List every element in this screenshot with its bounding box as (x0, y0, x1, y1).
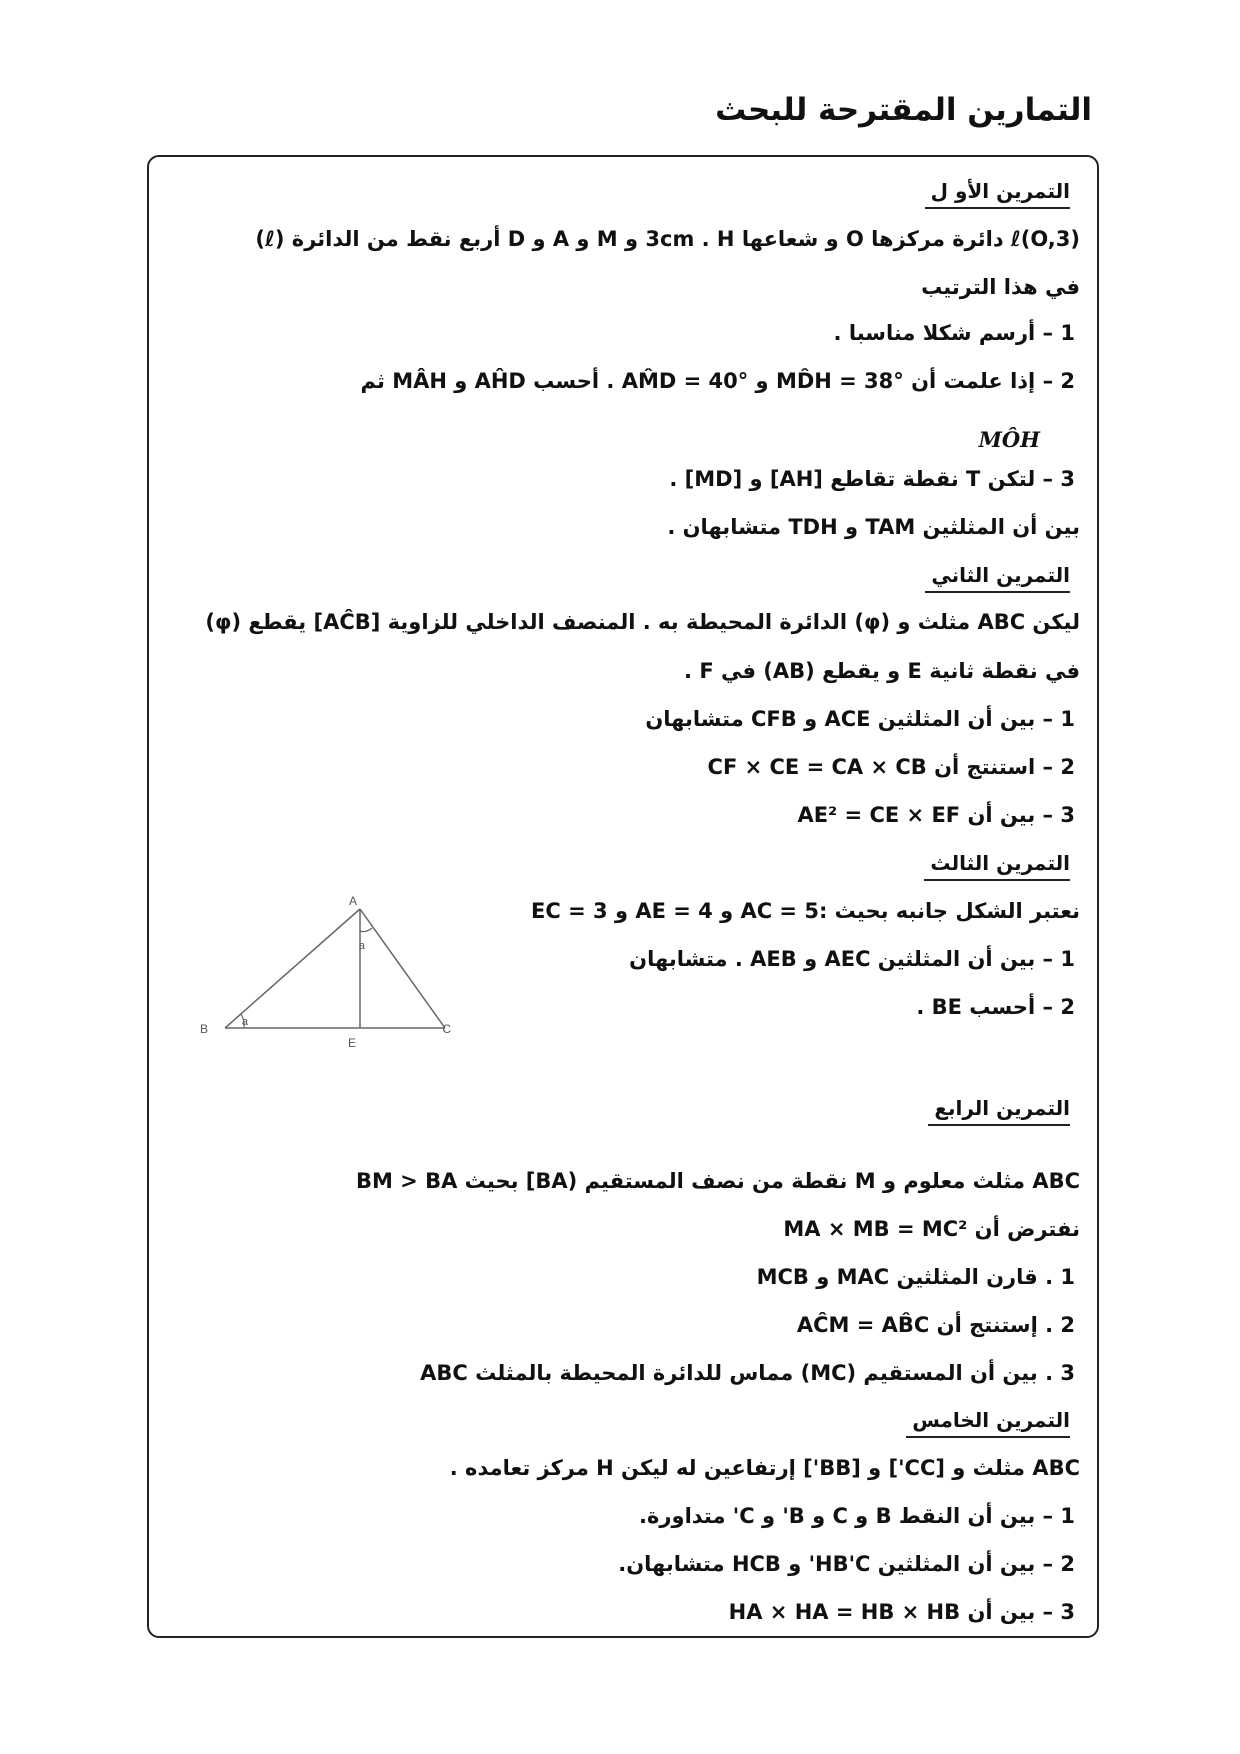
label-c: C (442, 1022, 451, 1036)
exercise-1-line-1: ℓ(O,3) دائرة مركزها O و شعاعها 3cm . H و M و A و D أربع نقط من الدائرة (ℓ) (255, 227, 1080, 251)
exercise-1-line-moh: MÔH (978, 427, 1040, 452)
exercise-4-question-2: 2 . إستنتج أن AĈM = AB̂C (796, 1313, 1075, 1337)
side-ab (225, 909, 360, 1028)
exercise-1-line-similar: بين أن المثلثين TAM و TDH متشابهان . (667, 515, 1080, 539)
exercise-5-question-1: 1 – بين أن النقط B و C و B' و C' متداورة. (639, 1504, 1075, 1528)
exercise-5-line-1: ABC مثلث و [CC'] و [BB'] إرتفاعين له ليكن H مركز تعامده . (449, 1456, 1080, 1480)
label-angle-b: a (241, 1016, 248, 1028)
exercise-2-question-2: 2 – استنتج أن CF × CE = CA × CB (707, 755, 1075, 779)
exercise-4-line-1: ABC مثلث معلوم و M نقطة من نصف المستقيم (BA] بحيث BM > BA (355, 1169, 1080, 1193)
exercise-1-heading: التمرين الأو ل (925, 176, 1070, 209)
side-ac (360, 909, 445, 1028)
exercise-3-question-1: 1 – بين أن المثلثين AEC و AEB . متشابهان (629, 947, 1075, 971)
exercise-4-question-1: 1 . قارن المثلثين MAC و MCB (756, 1265, 1075, 1289)
exercise-5-question-3: 3 – بين أن HA × HA = HB × HB (728, 1600, 1075, 1624)
exercise-4-heading: التمرين الرابع (928, 1093, 1070, 1126)
exercise-1-question-2: 2 – إذا علمت أن MD̂H = 38° و AM̂D = 40° . أحسب AĤD و MÂH ثم (360, 369, 1075, 393)
exercise-2-line-2: في نقطة ثانية E و يقطع (AB) في F . (684, 659, 1080, 683)
exercise-5-heading: التمرين الخامس (906, 1405, 1070, 1438)
label-b: B (200, 1022, 208, 1036)
label-a: A (348, 895, 357, 908)
page-title: التمارين المقترحة للبحث (715, 92, 1092, 128)
exercise-2-heading: التمرين الثاني (925, 560, 1070, 593)
exercise-5-question-2: 2 – بين أن المثلثين HB'C' و HCB متشابهان. (618, 1552, 1075, 1576)
exercise-2-question-1: 1 – بين أن المثلثين ACE و CFB متشابهان (645, 707, 1075, 731)
exercise-4-line-2: نفترض أن MA × MB = MC² (783, 1217, 1080, 1241)
label-angle-a: a (358, 940, 365, 952)
exercise-3-line-1: نعتبر الشكل جانبه بحيث :AC = 5 و AE = 4 و EC = 3 (531, 899, 1080, 923)
label-e: E (347, 1036, 356, 1050)
triangle-diagram (200, 895, 485, 1070)
exercise-3-question-2: 2 – أحسب BE . (916, 995, 1075, 1019)
exercise-3-heading: التمرين الثالث (924, 848, 1070, 881)
exercise-4-question-3: 3 . بين أن المستقيم (MC) مماس للدائرة المحيطة بالمثلث ABC (420, 1361, 1075, 1385)
exercise-2-question-3: 3 – بين أن AE² = CE × EF (797, 803, 1075, 827)
triangle-figure (200, 895, 485, 1070)
exercise-1-question-1: 1 – أرسم شكلا مناسبا . (833, 321, 1075, 345)
exercise-1-line-2: في هذا الترتيب (921, 275, 1080, 299)
exercise-1-question-3: 3 – لتكن T نقطة تقاطع [AH] و [MD] . (669, 467, 1075, 491)
exercise-2-line-1: ليكن ABC مثلث و (φ) الدائرة المحيطة به . المنصف الداخلي للزاوية [AĈB] يقطع (φ) (205, 610, 1080, 634)
angle-arc-a (360, 928, 372, 932)
